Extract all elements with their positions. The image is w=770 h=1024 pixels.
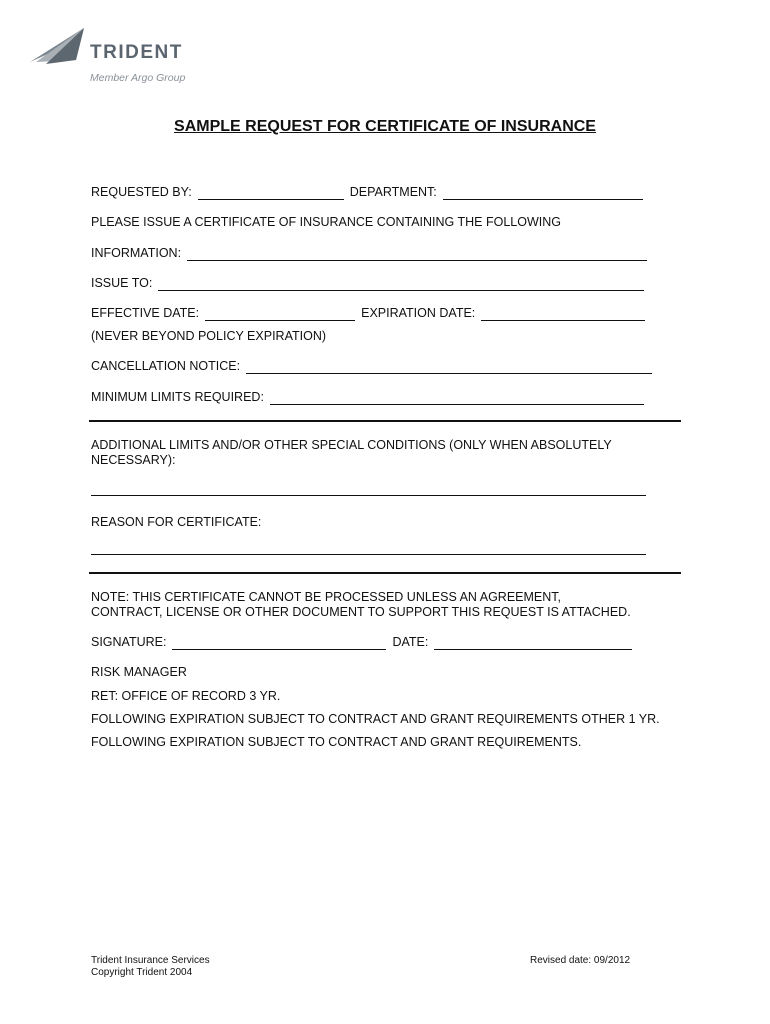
retention-text: RET: OFFICE OF RECORD 3 YR. (91, 689, 281, 703)
department-label: DEPARTMENT: (349, 185, 437, 199)
issue-to-label: ISSUE TO: (91, 276, 153, 290)
section-divider (89, 420, 681, 422)
information-label: INFORMATION: (91, 246, 182, 260)
date-label: DATE: (392, 635, 429, 649)
effective-date-label: EFFECTIVE DATE: (91, 306, 200, 320)
never-beyond-note: (NEVER BEYOND POLICY EXPIRATION) (91, 329, 327, 343)
following-expiration-text-1: FOLLOWING EXPIRATION SUBJECT TO CONTRACT AND GRANT REQUIREMENTS OTHER 1 YR. (91, 712, 660, 726)
minimum-limits-label: MINIMUM LIMITS REQUIRED: (91, 390, 264, 404)
footer-left (91, 955, 210, 979)
reason-field[interactable] (91, 554, 646, 555)
section-divider (89, 572, 681, 574)
department-field[interactable] (443, 186, 643, 200)
reason-label: REASON FOR CERTIFICATE: (91, 515, 262, 529)
information-row (91, 245, 647, 261)
additional-limits-text-1: ADDITIONAL LIMITS AND/OR OTHER SPECIAL CONDITIONS (ONLY WHEN ABSOLUTELY (91, 438, 612, 452)
information-field[interactable] (187, 247, 647, 261)
requested-by-label: REQUESTED BY: (91, 185, 192, 199)
issue-to-field[interactable] (158, 277, 644, 291)
footer-copyright: Copyright Trident 2004 (91, 967, 193, 978)
additional-limits-text-2: NECESSARY): (91, 453, 176, 467)
requested-by-row (91, 184, 643, 200)
following-expiration-text-2: FOLLOWING EXPIRATION SUBJECT TO CONTRACT AND GRANT REQUIREMENTS. (91, 735, 582, 749)
signature-field[interactable] (172, 636, 386, 650)
cancellation-row (91, 358, 652, 374)
dates-row (91, 305, 645, 321)
signature-label: SIGNATURE: (91, 635, 167, 649)
additional-limits-field[interactable] (91, 495, 646, 496)
note-text-2: CONTRACT, LICENSE OR OTHER DOCUMENT TO SUPPORT THIS REQUEST IS ATTACHED. (91, 605, 631, 619)
risk-manager-text: RISK MANAGER (91, 665, 187, 679)
note-text-1: NOTE: THIS CERTIFICATE CANNOT BE PROCESSED UNLESS AN AGREEMENT, (91, 590, 562, 604)
expiration-date-field[interactable] (481, 307, 645, 321)
cancellation-label: CANCELLATION NOTICE: (91, 359, 241, 373)
logo-wordmark: TRIDENT (90, 42, 183, 63)
signature-row (91, 634, 632, 650)
requested-by-field[interactable] (198, 186, 344, 200)
minimum-limits-row (91, 389, 644, 405)
trident-logo (26, 22, 226, 92)
logo-tagline: Member Argo Group (90, 72, 186, 84)
date-field[interactable] (434, 636, 632, 650)
form-title: SAMPLE REQUEST FOR CERTIFICATE OF INSURANCE (174, 118, 596, 135)
please-issue-text: PLEASE ISSUE A CERTIFICATE OF INSURANCE CONTAINING THE FOLLOWING (91, 215, 561, 229)
issue-to-row (91, 275, 644, 291)
expiration-date-label: EXPIRATION DATE: (361, 306, 476, 320)
effective-date-field[interactable] (205, 307, 355, 321)
footer-company: Trident Insurance Services (91, 955, 210, 966)
trident-logo-icon (26, 22, 90, 66)
footer-revised-date: Revised date: 09/2012 (530, 955, 631, 966)
cancellation-field[interactable] (246, 360, 652, 374)
minimum-limits-field[interactable] (270, 391, 644, 405)
